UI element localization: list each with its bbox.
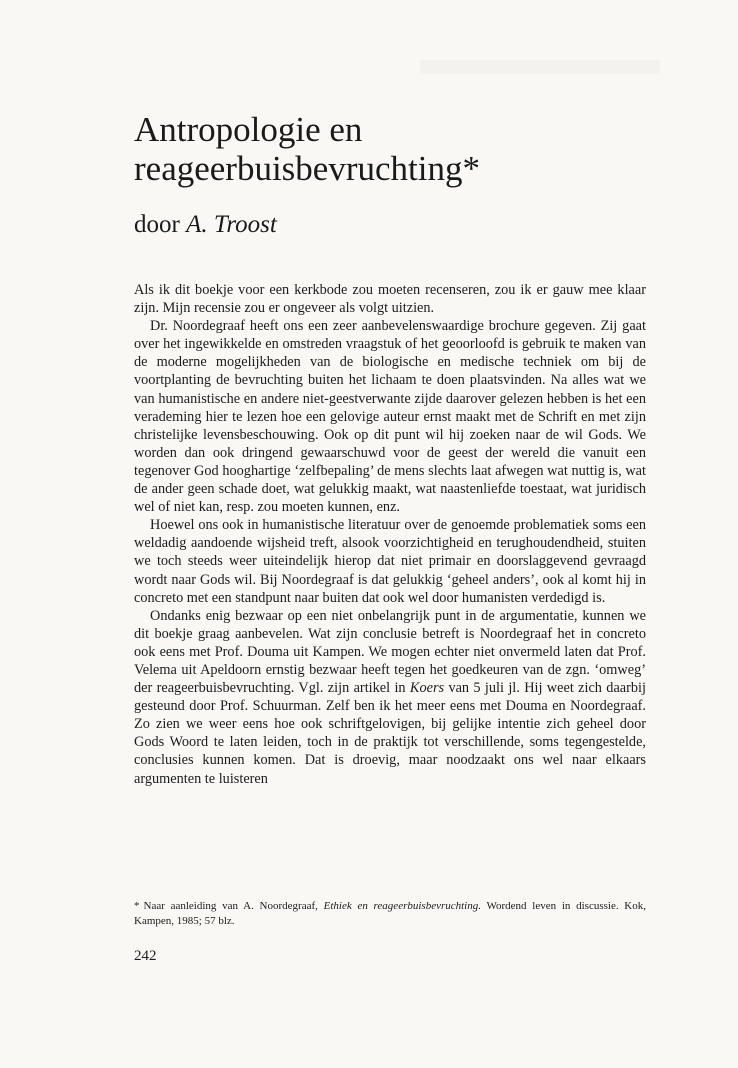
paragraph-text: Ondanks enig bezwaar op een niet onbelangrijk punt in de argumentatie, kunnen we dit boekje graag aanbevelen. Wat zijn conclusie betreft is Noordegraaf het in concreto ook eens met Prof. Douma uit Kampen. We mogen echter niet onvermeld laten dat Prof. Velema uit Apeldoorn ernstig bezwaar heeft tegen het goedkeuren van de zgn. ‘omweg’ der reageerbuisbevruchting. Vgl. zijn artikel in xyxy=(134,607,646,697)
paragraph: Hoewel ons ook in humanistische literatuur over de genoemde problematiek soms een weldadig aandoende wijsheid treft, alsook voorzichtigheid en terughoudendheid, stuiten we toch steeds weer uiteindelijk hierop dat niet primair en doorslaggevend gevraagd wordt naar Gods wil. Bij Noordegraaf is dat gelukkig ‘geheel anders’, ook al komt hij in concreto met een standpunt naar buiten dat ook wel door humanisten verdedigd is. xyxy=(134,517,646,606)
paragraph: Dr. Noordegraaf heeft ons een zeer aanbevelenswaardige brochure gegeven. Zij gaat over het ingewikkelde en omstreden vraagstuk of het geoorloofd is gebruik te maken van de moderne mogelijkheden van de biologische en medische techniek om bij de voortplanting de bevruchting buiten het lichaam te doen plaatsvinden. Na alles wat we van humanistische en andere niet-geestverwante zijde daarover gelezen hebben is het een verademing hier te lezen hoe een gelovige auteur ernst maakt met de Schrift en met zijn christelijke levensbeschouwing. Ook op dit punt wil hij zoeken naar de wil Gods. We worden dan ook dringend gewaarschuwd voor de geest der wereld die vanuit een tegenover God hooghartige ‘zelfbepaling’ de mens slechts laat afwegen wat nuttig is, wat de ander geen schade doet, wat gelukkig maakt, wat naastenliefde toestaat, wat juridisch wel of niet kan, resp. zou moeten kunnen, enz. xyxy=(134,318,646,516)
footnote-text: Wordend leven in discussie. Kok, Kampen, 1985; 57 blz. xyxy=(134,900,646,927)
paragraph-text: van 5 juli jl. Hij weet zich daarbij gesteund door Prof. Schuurman. Zelf ben ik het meer eens met Douma en Noordegraaf. Zo zien we weer eens hoe ook schriftgelovigen, bij gelijke intentie zich geheel door Gods Woord te laten leiden, toch in de praktijk tot verschillende, soms tegengestelde, conclusies kunnen komen. Dat is droevig, maar noodzaakt ons wel naar elkaars argumenten te luisteren xyxy=(134,680,646,787)
article-title: Antropologie en reageerbuisbevruchting* xyxy=(134,110,480,188)
paragraph: Als ik dit boekje voor een kerkbode zou moeten recenseren, zou ik er gauw mee klaar zijn. Mijn recensie zou er ongeveer als volgt uitzien. xyxy=(134,282,646,317)
byline xyxy=(134,210,277,240)
journal-title: Koers xyxy=(409,680,445,697)
footnote-text: Naar aanleiding van A. Noordegraaf, xyxy=(143,900,324,912)
article-body xyxy=(134,281,646,788)
show-through-shadow xyxy=(420,60,660,74)
footnote-marker: * xyxy=(134,900,140,912)
footnote xyxy=(134,899,646,929)
page-number: 242 xyxy=(134,948,157,964)
paragraph xyxy=(134,607,646,788)
book-title: Ethiek en reageerbuisbevruchting. xyxy=(323,900,481,912)
author-name: A. Troost xyxy=(186,211,277,238)
byline-prefix: door xyxy=(134,211,187,238)
